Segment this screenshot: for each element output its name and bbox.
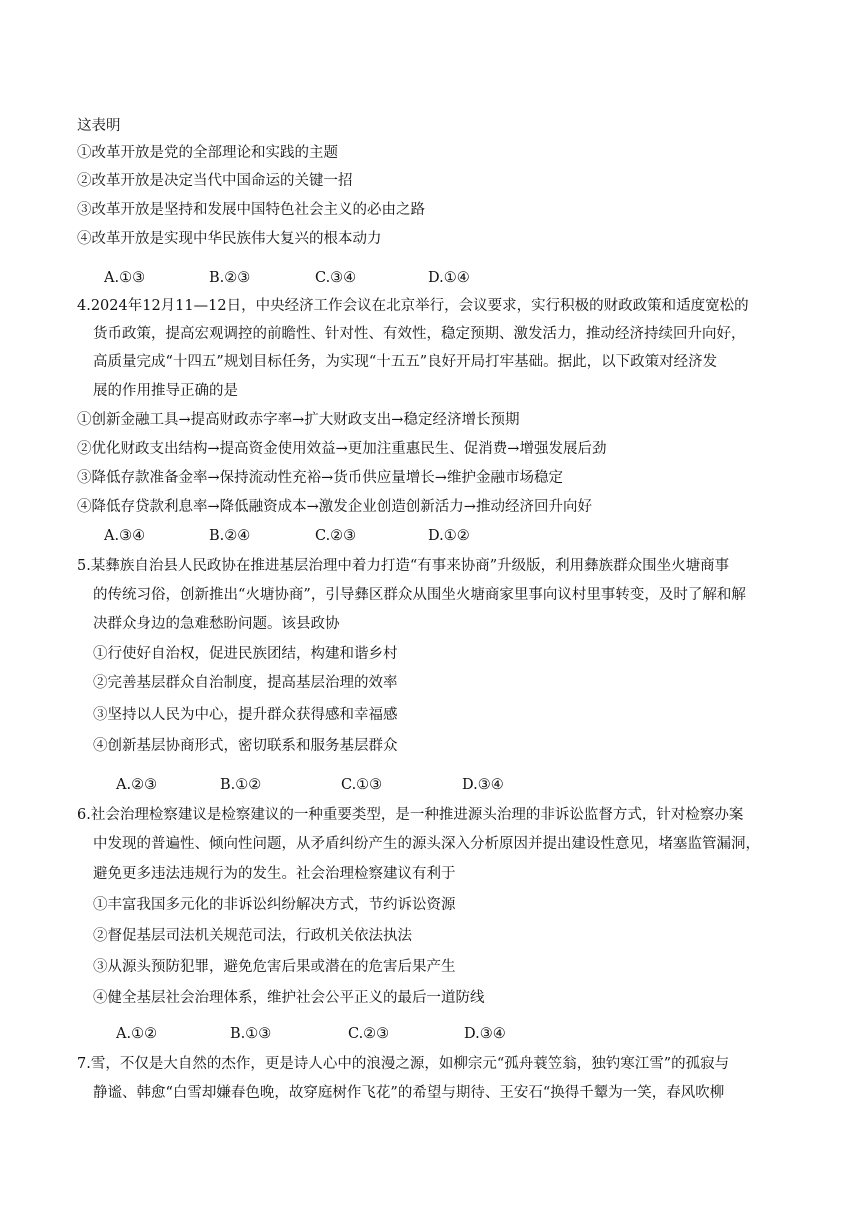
q3-option-c: C.③④ xyxy=(315,270,357,286)
q5-option-d: D.③④ xyxy=(462,777,504,793)
q4-statement-4: ④降低存贷款利息率→降低融资成本→激发企业创造创新活力→推动经济回升向好 xyxy=(77,499,592,515)
q3-statement-2: ②改革开放是决定当代中国命运的关键一招 xyxy=(77,173,353,189)
q4-statement-2: ②优化财政支出结构→提高资金使用效益→更加注重惠民生、促消费→增强发展后劲 xyxy=(77,441,607,457)
q6-option-a: A.①② xyxy=(116,1026,158,1042)
q5-option-b: B.①② xyxy=(220,777,262,793)
q5-option-a: A.②③ xyxy=(116,777,158,793)
q3-option-d: D.①④ xyxy=(428,270,470,286)
q5-statement-1: ①行使好自治权，促进民族团结，构建和谐乡村 xyxy=(93,646,398,662)
q5-statement-2: ②完善基层群众自治制度，提高基层治理的效率 xyxy=(93,675,398,691)
q3-option-b: B.②③ xyxy=(209,270,251,286)
q5-statement-3: ③坚持以人民为中心，提升群众获得感和幸福感 xyxy=(93,707,398,723)
q3-statement-3: ③改革开放是坚持和发展中国特色社会主义的必由之路 xyxy=(77,202,425,218)
q3-stem-tail: 这表明 xyxy=(77,118,121,134)
q6-option-b: B.①③ xyxy=(230,1026,272,1042)
q6-statement-4: ④健全基层社会治理体系，维护社会公平正义的最后一道防线 xyxy=(93,990,485,1006)
q3-option-a: A.①③ xyxy=(104,270,146,286)
q6-stem-line-2: 中发现的普遍性、倾向性问题，从矛盾纠纷产生的源头深入分析原因并提出建设性意见，堵塞监管漏洞， xyxy=(93,836,760,852)
q4-option-a: A.③④ xyxy=(104,528,146,544)
q6-stem-line-3: 避免更多违法违规行为的发生。社会治理检察建议有利于 xyxy=(93,866,456,882)
q6-statement-1: ①丰富我国多元化的非诉讼纠纷解决方式，节约诉讼资源 xyxy=(93,897,456,913)
q4-stem-line-3: 高质量完成“十四五”规划目标任务，为实现“十五五”良好开局打牢基础。据此，以下政策对经济发 xyxy=(93,354,718,370)
q3-statement-4: ④改革开放是实现中华民族伟大复兴的根本动力 xyxy=(77,231,382,247)
q4-stem-line-1: 4.2024年12月11—12日，中央经济工作会议在北京举行，会议要求，实行积极的财政政策和适度宽松的 xyxy=(77,298,749,314)
q4-option-b: B.②④ xyxy=(209,528,251,544)
q6-stem-line-1: 6.社会治理检察建议是检察建议的一种重要类型，是一种推进源头治理的非诉讼监督方式，针对检察办案 xyxy=(77,807,744,823)
q5-option-c: C.①③ xyxy=(341,777,383,793)
q6-option-d: D.③④ xyxy=(464,1026,506,1042)
q7-stem-line-1: 7.雪，不仅是大自然的杰作，更是诗人心中的浪漫之源，如柳宗元“孤舟蓑笠翁，独钓寒江雪”的孤寂与 xyxy=(77,1056,730,1072)
q4-stem-line-2: 货币政策，提高宏观调控的前瞻性、针对性、有效性，稳定预期、激发活力，推动经济持续回升向好， xyxy=(93,326,746,342)
q4-option-c: C.②③ xyxy=(315,528,357,544)
q5-stem-line-2: 的传统习俗，创新推出“火塘协商”，引导彝区群众从围坐火塘商家里事向议村里事转变，及时了解和解 xyxy=(93,587,746,603)
q5-statement-4: ④创新基层协商形式，密切联系和服务基层群众 xyxy=(93,738,398,754)
q5-stem-line-1: 5.某彝族自治县人民政协在推进基层治理中着力打造“有事来协商”升级版，利用彝族群众围坐火塘商事 xyxy=(77,558,730,574)
q4-statement-3: ③降低存款准备金率→保持流动性充裕→货币供应量增长→维护金融市场稳定 xyxy=(77,470,563,486)
q6-option-c: C.②③ xyxy=(348,1026,390,1042)
q3-statement-1: ①改革开放是党的全部理论和实践的主题 xyxy=(77,145,338,161)
q6-statement-2: ②督促基层司法机关规范司法，行政机关依法执法 xyxy=(93,928,412,944)
q6-statement-3: ③从源头预防犯罪，避免危害后果或潜在的危害后果产生 xyxy=(93,959,456,975)
q5-stem-line-3: 决群众身边的急难愁盼问题。该县政协 xyxy=(93,616,340,632)
q4-option-d: D.①② xyxy=(428,528,470,544)
q4-statement-1: ①创新金融工具→提高财政赤字率→扩大财政支出→稳定经济增长预期 xyxy=(77,412,520,428)
q7-stem-line-2: 静谧、韩愈“白雪却嫌春色晚，故穿庭树作飞花”的希望与期待、王安石“换得千颦为一笑，春风吹柳 xyxy=(93,1085,725,1101)
q4-stem-line-4: 展的作用推导正确的是 xyxy=(93,383,238,399)
